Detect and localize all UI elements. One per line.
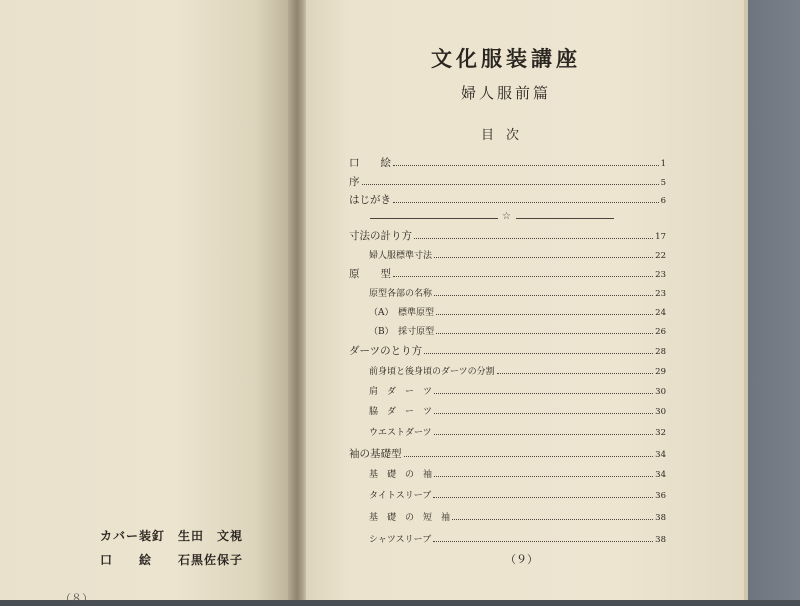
divider-line	[370, 218, 498, 219]
toc-entry	[369, 510, 666, 523]
toc-leader	[452, 518, 653, 520]
credit-name: 石黒佐保子	[178, 552, 244, 567]
toc-entry-page: 28	[655, 347, 666, 357]
toc-leader	[393, 164, 659, 166]
toc-leader	[433, 540, 653, 542]
toc-entry-label: 脇 ダ ー ツ	[369, 407, 433, 417]
toc-leader	[393, 201, 659, 203]
toc-entry-label: （A） 標準原型	[369, 308, 434, 318]
toc-entry-label: 前身頃と後身頃のダーツの分割	[369, 367, 495, 377]
credits-block	[100, 523, 243, 571]
toc-leader	[434, 294, 653, 296]
toc-entry	[369, 248, 666, 261]
toc-entry-label: 序	[349, 176, 360, 188]
toc-entry-page: 22	[655, 251, 666, 261]
toc-entry-label: 口 絵	[349, 157, 391, 169]
toc-entry-label: 基 礎 の 袖	[369, 470, 433, 480]
toc-entry	[369, 425, 666, 438]
toc-leader	[497, 372, 654, 374]
toc-entry	[369, 324, 666, 337]
toc-entry-label: 婦人服標準寸法	[369, 251, 433, 261]
toc-entry-page: 34	[655, 450, 666, 460]
toc-entry	[349, 155, 666, 170]
toc-leader	[404, 455, 654, 457]
toc-entry	[369, 467, 666, 480]
toc-entry-page: 26	[655, 327, 666, 337]
toc-entry-page: 36	[655, 491, 666, 501]
toc-heading: 目次	[480, 128, 531, 143]
toc-entry	[349, 192, 666, 207]
credit-role: 口 絵	[100, 552, 153, 567]
toc-entry-page: 34	[655, 470, 666, 480]
toc-entry-label: 原型各部の名称	[369, 289, 433, 299]
left-page-number: （８）	[60, 592, 93, 605]
toc-entry-page: 30	[655, 387, 666, 397]
left-page	[0, 0, 290, 600]
toc-entry-label: 基 礎 の 短 袖	[369, 513, 451, 523]
toc-leader	[434, 433, 654, 435]
toc-entry-page: 23	[655, 289, 666, 299]
toc-entry	[349, 446, 666, 461]
credit-name: 生田 文視	[178, 528, 244, 543]
toc-entry-label: ダーツのとり方	[349, 345, 423, 357]
toc-entry-label: 肩 ダ ー ツ	[369, 387, 433, 397]
star-icon: ☆	[502, 211, 511, 222]
toc-entry-page: 17	[655, 232, 666, 242]
toc-leader	[436, 332, 653, 334]
book-gutter	[288, 0, 308, 600]
toc-entry	[369, 364, 666, 377]
toc-entry	[349, 228, 666, 243]
toc-entry	[369, 286, 666, 299]
toc-entry	[369, 384, 666, 397]
toc-leader	[362, 183, 659, 185]
toc-leader	[434, 392, 653, 394]
toc-entry	[369, 404, 666, 417]
toc-entry	[369, 532, 666, 545]
toc-entry-page: 30	[655, 407, 666, 417]
toc-entry-label: 原 型	[349, 268, 391, 280]
toc-entry	[349, 343, 666, 358]
toc-entry-page: 1	[660, 159, 666, 169]
toc-leader	[393, 275, 653, 277]
toc-entry	[369, 488, 666, 501]
book-title: 文化服装講座	[431, 46, 581, 71]
right-page-number: （９）	[505, 553, 538, 566]
toc-entry-page: 38	[655, 513, 666, 523]
toc-entry-page: 6	[660, 196, 666, 206]
book-subtitle: 婦人服前篇	[460, 84, 551, 102]
toc-entry-label: 寸法の計り方	[349, 230, 412, 242]
toc-entry-page: 29	[655, 367, 666, 377]
toc-entry-page: 5	[660, 178, 666, 188]
toc-leader	[436, 313, 653, 315]
credit-role: カバー装釘	[100, 528, 166, 543]
toc-leader	[424, 352, 653, 354]
toc-entry-page: 24	[655, 308, 666, 318]
toc-entry-label: はじがき	[349, 194, 391, 206]
toc-entry-label: ウエストダーツ	[369, 428, 432, 438]
credit-row	[100, 547, 243, 571]
toc-leader	[434, 412, 653, 414]
section-divider	[370, 213, 615, 223]
toc-leader	[414, 237, 653, 239]
toc-leader	[434, 256, 653, 258]
divider-line	[516, 218, 614, 219]
toc-entry	[349, 266, 666, 281]
toc-entry-page: 23	[655, 270, 666, 280]
toc-entry	[349, 174, 666, 189]
credit-row	[100, 523, 243, 547]
toc-leader	[434, 475, 653, 477]
toc-entry-page: 38	[655, 535, 666, 545]
toc-entry-label: 袖の基礎型	[349, 448, 402, 460]
toc-entry-label: （B） 採寸原型	[369, 327, 435, 337]
toc-entry-label: シャツスリーブ	[369, 535, 432, 545]
toc-entry	[369, 305, 666, 318]
page-edge	[744, 0, 748, 600]
toc-leader	[433, 496, 653, 498]
toc-entry-label: タイトスリーブ	[369, 491, 432, 501]
toc-entry-page: 32	[655, 428, 666, 438]
